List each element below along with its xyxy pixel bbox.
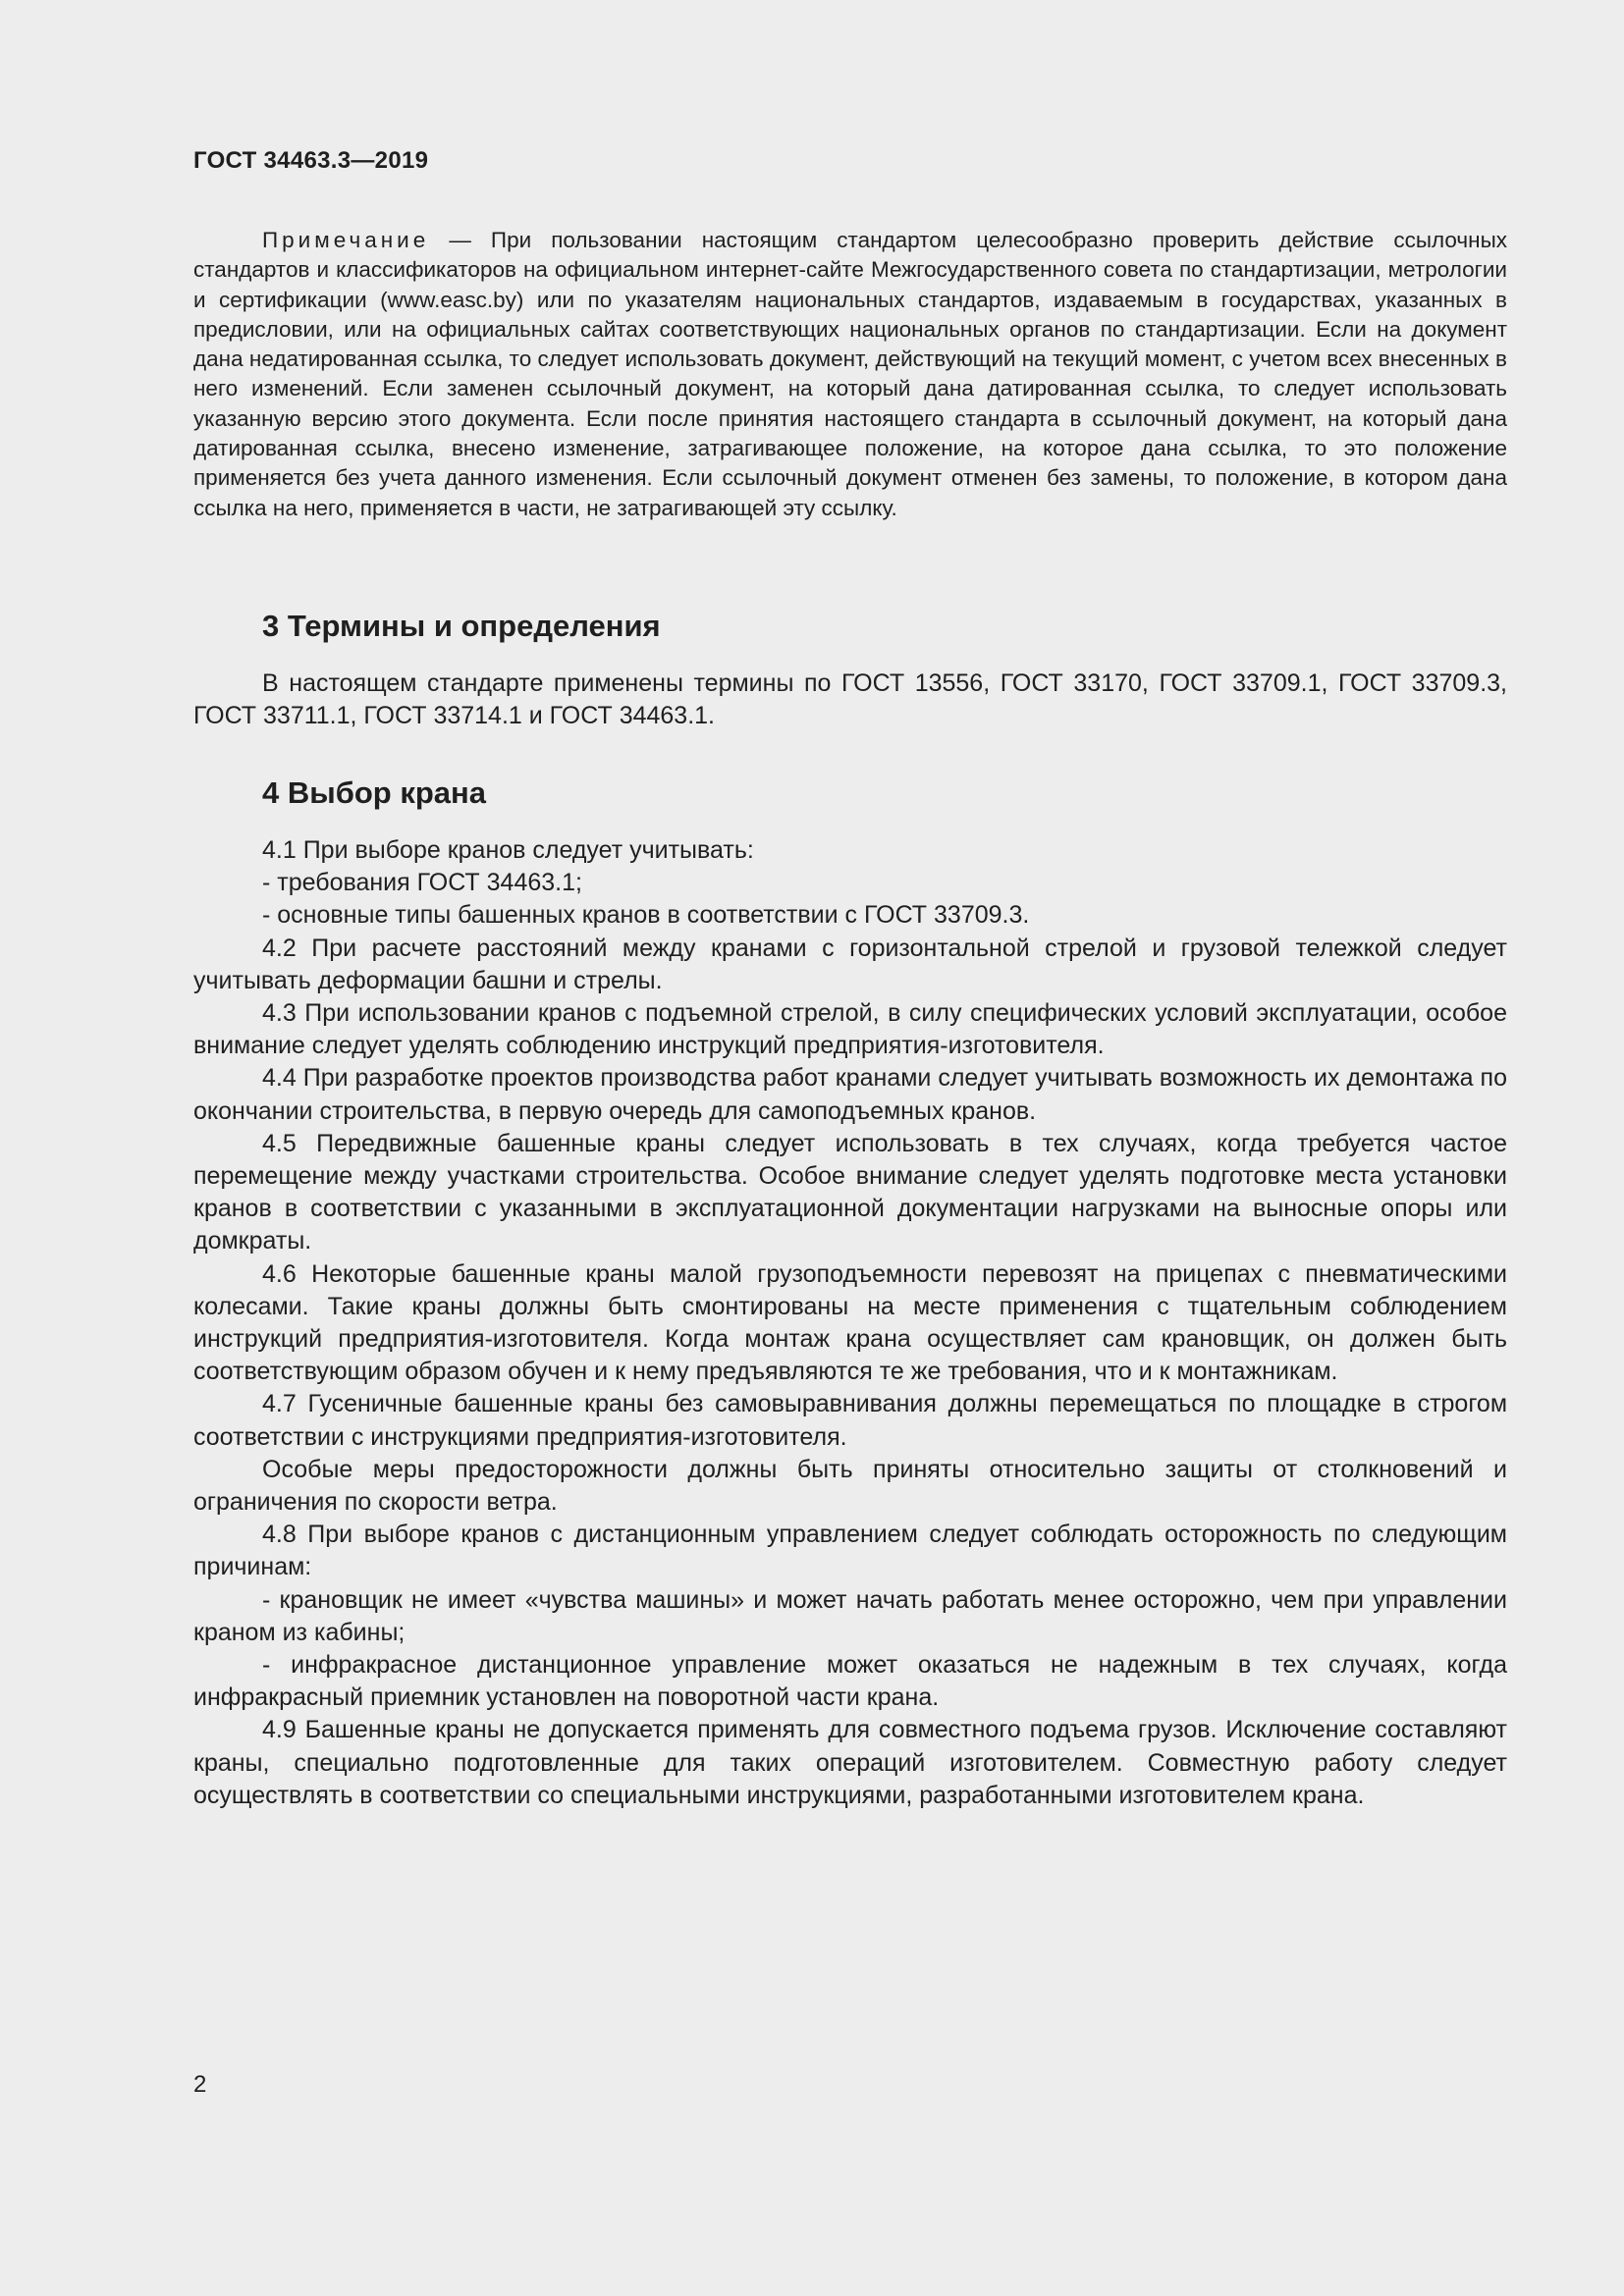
document-header-code: ГОСТ 34463.3—2019 [193, 147, 429, 174]
clause-4-8-item-1: - крановщик не имеет «чувства машины» и может начать работать менее осторожно, чем при управлении краном из кабины; [193, 1585, 1507, 1646]
clause-4-5: 4.5 Передвижные башенные краны следует использовать в тех случаях, когда требуется частое перемещение между участками строительства. Особое внимание следует уделять подготовке места установки кранов в соответствии с указанными в эксплуатационной документации нагрузками на выносные опоры или домкраты. [193, 1129, 1507, 1255]
clause-4-7: 4.7 Гусеничные башенные краны без самовыравнивания должны перемещаться по площадке в строгом соответствии с инструкциями предприятия-изготовителя. [193, 1390, 1507, 1451]
page-number: 2 [193, 2071, 207, 2098]
clause-4-1: 4.1 При выборе кранов следует учитывать: [262, 836, 754, 864]
clause-4-8-item-2: - инфракрасное дистанционное управление может оказаться не надежным в тех случаях, когда инфракрасный приемник установлен на поворотной части крана. [193, 1651, 1507, 1712]
clause-4-8: 4.8 При выборе кранов с дистанционным управлением следует соблюдать осторожность по следующим причинам: [193, 1521, 1507, 1581]
clause-4-4: 4.4 При разработке проектов производства работ кранами следует учитывать возможность их демонтажа по окончании строительства, в первую очередь для самоподъемных кранов. [193, 1064, 1507, 1125]
section-3-paragraph: В настоящем стандарте применены термины по ГОСТ 13556, ГОСТ 33170, ГОСТ 33709.1, ГОСТ 33709.3, ГОСТ 33711.1, ГОСТ 33714.1 и ГОСТ 34463.1. [193, 669, 1507, 730]
clause-4-7-note: Особые меры предосторожности должны быть приняты относительно защиты от столкновений и ограничения по скорости ветра. [193, 1455, 1507, 1517]
note-text: — При пользовании настоящим стандартом целесообразно проверить действие ссылочных стандартов и классификаторов на официальном интернет-сайте Межгосударственного совета по стандартизации, метрологии и сертификации (www.easc.by) или по указателям национальных стандартов, издаваемым в государствах, указанных в предисловии, или на официальных сайтах соответствующих национальных органов по стандартизации. Если на документ дана недатированная ссылка, то следует использовать документ, действующий на текущий момент, с учетом всех внесенных в него изменений. Если заменен ссылочный документ, на который дана датированная ссылка, то следует использовать указанную версию этого документа. Если после принятия настоящего стандарта в ссылочный документ, на который дана датированная ссылка, внесено изменение, затрагивающее положение, на которое дана ссылка, то это положение применяется без учета данного изменения. Если ссылочный документ отменен без замены, то положение, в котором дана ссылка на него, применяется в части, не затрагивающей эту ссылку. [193, 228, 1507, 520]
section-4-body [193, 834, 1507, 1812]
section-4-title: 4 Выбор крана [262, 775, 487, 810]
clause-4-6: 4.6 Некоторые башенные краны малой грузоподъемности перевозят на прицепах с пневматическими колесами. Такие краны должны быть смонтированы на месте применения с тщательным соблюдением инструкций предприятия-изготовителя. Когда монтаж крана осуществляет сам крановщик, он должен быть соответствующим образом обучен и к нему предъявляются те же требования, что и к монтажникам. [193, 1259, 1507, 1386]
note-label: Примечание [262, 228, 430, 252]
clause-4-9: 4.9 Башенные краны не допускается применять для совместного подъема грузов. Исключение составляют краны, специально подготовленные для таких операций изготовителем. Совместную работу следует осуществлять в соответствии со специальными инструкциями, разработанными изготовителем крана. [193, 1716, 1507, 1809]
section-3-title: 3 Термины и определения [262, 609, 661, 643]
clause-4-2: 4.2 При расчете расстояний между кранами с горизонтальной стрелой и грузовой тележкой следует учитывать деформации башни и стрелы. [193, 934, 1507, 994]
clause-4-1-item-2: - основные типы башенных кранов в соответствии с ГОСТ 33709.3. [262, 901, 1030, 930]
clause-4-1-item-1: - требования ГОСТ 34463.1; [262, 869, 582, 897]
reference-note [193, 226, 1507, 523]
section-3-body [193, 667, 1507, 732]
clause-4-3: 4.3 При использовании кранов с подъемной стрелой, в силу специфических условий эксплуатации, особое внимание следует уделять соблюдению инструкций предприятия-изготовителя. [193, 999, 1507, 1060]
